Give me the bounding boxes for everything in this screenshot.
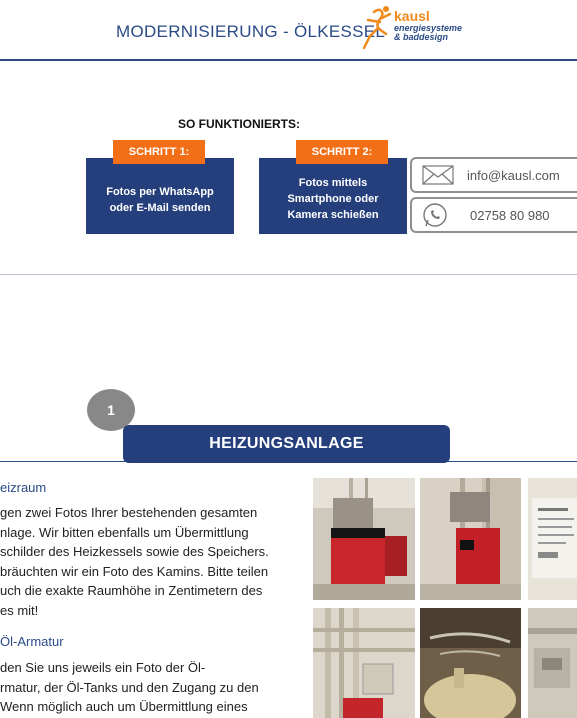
text-line: gen zwei Fotos Ihrer bestehenden gesamten: [0, 505, 258, 520]
envelope-icon: [422, 165, 454, 185]
step2-box: [259, 158, 407, 234]
step2-tag: SCHRITT 2:: [296, 140, 388, 164]
boiler-side-photo: [420, 478, 521, 600]
email-address: info@kausl.com: [467, 168, 560, 183]
logo-tagline: [394, 24, 462, 42]
text-line: es mit!: [0, 602, 39, 618]
text-line: Wenn möglich auch um Übermittlung eines: [0, 699, 248, 714]
step1-tag: SCHRITT 1:: [113, 140, 205, 164]
phone-number: 02758 80 980: [470, 208, 550, 223]
text-line: schilder des Heizkessels sowie des Speichers.: [0, 544, 269, 559]
text-line: bräuchten wir ein Foto des Kamins. Bitte teilen: [0, 563, 269, 579]
email-contact[interactable]: [410, 157, 577, 193]
text-line: nlage. Wir bitten ebenfalls um Übermittlung: [0, 524, 249, 540]
howto-heading: SO FUNKTIONIERTS:: [178, 117, 300, 131]
logo-tagline-1: energiesysteme: [394, 23, 463, 33]
text-line: den Sie uns jeweils ein Foto der Öl-: [0, 660, 206, 675]
section-divider: [0, 274, 577, 275]
text-line: uch die exakte Raumhöhe in Zentimetern des: [0, 583, 263, 598]
oil-tank-photo: [420, 608, 521, 718]
subsection-heizraum-title: eizraum: [0, 480, 47, 495]
page-title: MODERNISIERUNG - ÖLKESSEL: [116, 22, 386, 41]
boiler-photo: [313, 478, 415, 600]
header-divider: [0, 59, 577, 61]
type-plate-photo: [528, 478, 577, 600]
phone-contact[interactable]: [410, 197, 577, 233]
subsection-armatur-title: Öl-Armatur: [0, 634, 64, 649]
whatsapp-icon: [422, 202, 448, 228]
oil-tank-detail-photo: [528, 608, 577, 718]
section-banner: HEIZUNGSANLAGE: [123, 425, 450, 463]
step1-box: [86, 158, 234, 234]
text-line: rmatur, der Öl-Tanks und den Zugang zu den: [0, 679, 259, 695]
oil-armature-photo: [313, 608, 415, 718]
logo-tagline-2: & baddesign: [394, 32, 449, 42]
subsection-armatur-text: [0, 658, 298, 717]
step2-text: Fotos mittels Smartphone oder Kamera schießen: [287, 177, 379, 221]
section-number-badge: 1: [87, 389, 135, 431]
subsection-heizraum-text: [0, 503, 298, 620]
logo-name: kausl: [394, 8, 430, 24]
step1-text: Fotos per WhatsApp oder E-Mail senden: [106, 186, 214, 214]
